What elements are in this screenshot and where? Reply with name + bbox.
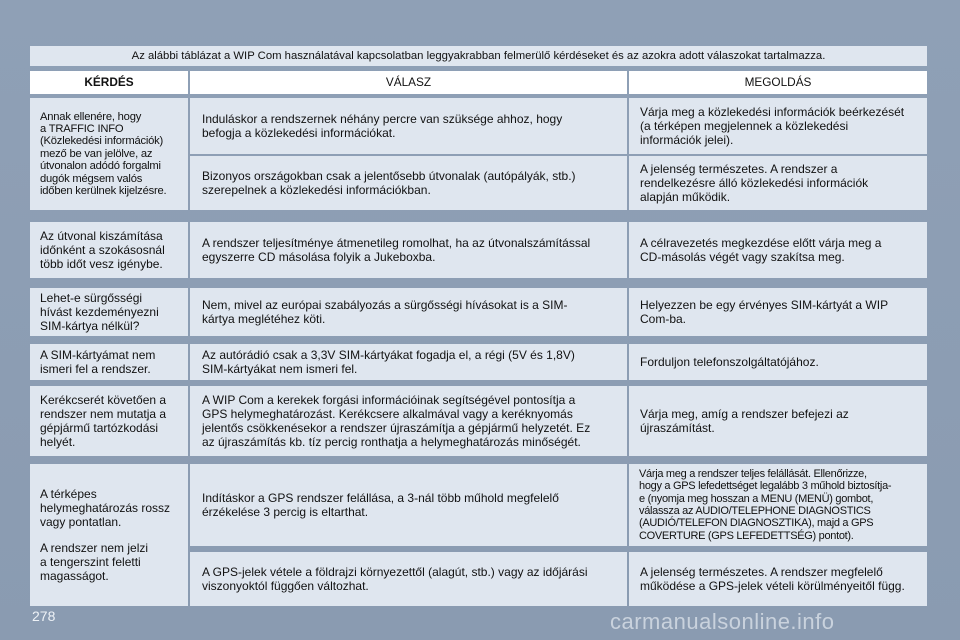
answer-cell (190, 464, 627, 546)
solution-text: Várja meg a közlekedési információk beérkezését (a térképen megjelennek a közlekedési információk jelei). (640, 105, 905, 147)
page-number: 278 (32, 608, 56, 624)
answer-text: Nem, mivel az európai szabályozás a sürgősségi hívásokat is a SIM- kártya meglétéhez köti. (202, 298, 568, 326)
answer-cell (190, 98, 627, 154)
solution-text: Várja meg a rendszer teljes felállását. Ellenőrizze, hogy a GPS lefedettséget legalább 3 műhold biztosítja- e (nyomja meg hosszan a MENU (MENÜ) gombot, válassza az AUDIO/TELEPHONE DIAGNOSTICS (AUDIÓ/TELEFON DIAGNOSZTIKA), majd a GPS COVERTURE (GPS LEFEDETTSÉG) pontot). (639, 468, 892, 542)
question-text: A térképes helymeghatározás rossz vagy pontatlan. (40, 487, 171, 529)
solution-cell (629, 98, 927, 154)
question-text: Kerékcserét követően a rendszer nem mutatja a gépjármű tartózkodási helyét. (40, 393, 167, 449)
answer-text: Induláskor a rendszernek néhány percre van szüksége ahhoz, hogy befogja a közlekedési információkat. (202, 112, 563, 140)
header-answer: VÁLASZ (190, 71, 627, 94)
solution-text: A jelenség természetes. A rendszer a rendelkezésre álló közlekedési információk alapján működik. (640, 162, 869, 204)
answer-cell (190, 386, 627, 456)
solution-cell (629, 344, 927, 380)
answer-text: Indításkor a GPS rendszer felállása, a 3-nál több műhold megfelelő érzékelése 3 percig is eltarthat. (202, 491, 559, 519)
answer-text: Az autórádió csak a 3,3V SIM-kártyákat fogadja el, a régi (5V és 1,8V) SIM-kártyákat nem ismeri fel. (202, 348, 575, 376)
solution-text: Forduljon telefonszolgáltatójához. (640, 355, 819, 369)
solution-text: A célravezetés megkezdése előtt várja meg a CD-másolás végét vagy szakítsa meg. (640, 236, 882, 264)
solution-text: Várja meg, amíg a rendszer befejezi az újraszámítást. (640, 407, 849, 435)
answer-cell (190, 552, 627, 606)
solution-cell (629, 464, 927, 546)
solution-cell (629, 222, 927, 278)
question-text: A SIM-kártyámat nem ismeri fel a rendszer. (40, 348, 156, 376)
question-cell (30, 344, 188, 380)
question-text: Lehet-e sürgősségi hívást kezdeményezni SIM-kártya nélkül? (40, 291, 159, 333)
answer-text: A rendszer teljesítménye átmenetileg romolhat, ha az útvonalszámítással egyszerre CD másolása folyik a Jukeboxba. (202, 236, 591, 264)
solution-text: Helyezzen be egy érvényes SIM-kártyát a WIP Com-ba. (640, 298, 889, 326)
question-cell (30, 98, 188, 210)
answer-cell (190, 344, 627, 380)
solution-text: A jelenség természetes. A rendszer megfelelő működése a GPS-jelek vételi körülményeitől függ. (640, 565, 905, 593)
answer-text: A GPS-jelek vétele a földrajzi környezettől (alagút, stb.) vagy az időjárási viszonyoktól függően változhat. (202, 565, 588, 593)
header-solution: MEGOLDÁS (629, 71, 927, 94)
answer-text: Bizonyos országokban csak a jelentősebb útvonalak (autópályák, stb.) szerepelnek a közlekedési információkban. (202, 169, 576, 197)
question-text: Annak ellenére, hogy a TRAFFIC INFO (Közlekedési információk) mező be van jelölve, az útvonalon adódó forgalmi dugók mégsem valós időben kerülnek kijelzésre. (40, 110, 167, 198)
question-cell (30, 222, 188, 278)
question-cell (30, 386, 188, 456)
solution-cell (629, 156, 927, 210)
solution-cell (629, 552, 927, 606)
question-cell (30, 464, 188, 606)
solution-cell (629, 386, 927, 456)
question-cell (30, 288, 188, 336)
answer-cell (190, 288, 627, 336)
watermark: carmanualsonline.info (610, 609, 835, 634)
answer-text: A WIP Com a kerekek forgási információinak segítségével pontosítja a GPS helymeghatározást. Kerékcsere alkalmával vagy a keréknyomás jelentős csökkenésekor a rendszer újraszámítja a gépjármű helyzetét. Ez az újraszámítás kb. tíz percig ronthatja a helymeghatározás minőségét. (202, 393, 591, 449)
answer-cell (190, 156, 627, 210)
question-text-2: A rendszer nem jelzi a tengerszint feletti magasságot. (40, 541, 149, 583)
answer-cell (190, 222, 627, 278)
header-question: KÉRDÉS (30, 71, 188, 94)
intro-text: Az alábbi táblázat a WIP Com használatával kapcsolatban leggyakrabban felmerülő kérdéseket és az azokra adott válaszokat tartalmazza. (30, 46, 927, 66)
question-text: Az útvonal kiszámítása időnként a szokásosnál több időt vesz igénybe. (40, 229, 165, 271)
solution-cell (629, 288, 927, 336)
